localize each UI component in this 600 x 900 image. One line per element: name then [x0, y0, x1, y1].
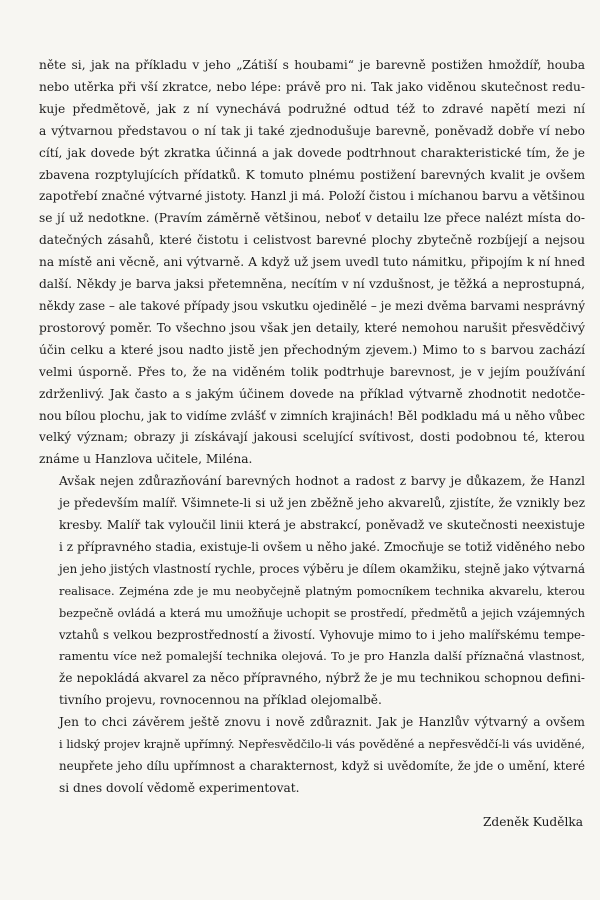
- text-line: další. Někdy je barva jaksi přetemněna, necítím v ní vzdušnost, je těžká a neprostupná,: [39, 277, 585, 292]
- text-line: něte si, jak na příkladu v jeho „Zátiší s houbami“ je barevně postižen hmoždíř, houba: [39, 58, 585, 72]
- text-line: neupřete jeho dílu upřímnost a charakternost, když si uvědomíte, že jde o umění, které: [59, 759, 585, 773]
- text-line: a výtvarnou představou o ní tak ji také zjednodušuje barevně, poněvadž dobře ví nebo: [39, 123, 585, 138]
- text-line: tivního projevu, rovnocennou na příklad olejomalbě.: [59, 693, 382, 708]
- text-line: prostorový poměr. To všechno jsou však jen detaily, které nemohou narušit přesvědčivý: [39, 320, 585, 335]
- author-signature: Zdeněk Kudělka: [482, 815, 583, 829]
- text-line: jen jeho jistých vlastností rychle, proces výběru je dílem okamžiku, stejně jako výtvarná: [59, 561, 585, 576]
- text-line: někdy zase – ale takové případy jsou vskutku ojedinělé – je mezi dvěma barvami nesprávný: [39, 298, 585, 313]
- text-line: kresby. Malíř tak vyloučil linii která je abstrakcí, poněvadž ve skutečnosti neexistuje: [59, 518, 585, 533]
- text-line: Jen to chci závěrem ještě znovu i nově zdůraznit. Jak je Hanzlův výtvarný a ovšem: [59, 715, 585, 730]
- text-line: si dnes dovolí vědomě experimentovat.: [59, 780, 300, 795]
- text-line: se jí už nedotkne. (Pravím záměrně většinou, neboť v detailu lze přece nalézt místa do-: [39, 211, 585, 226]
- text-line: i lidský projev krajně upřímný. Nepřesvědčilo-li vás pověděné a nepřesvědčí-li vás uviděné,: [59, 737, 585, 752]
- text-line: datečných zásahů, které čistotu i celistvost barevné plochy zbytečně rozbíjejí a nejsou: [39, 233, 585, 248]
- text-line: zbavena rozptylujících přídatků. K tomuto plnému postižení barevných kvalit je ovšem: [39, 167, 585, 182]
- paragraph: [39, 55, 585, 471]
- text-line: velký význam; obrazy ji získávají jakousi scelující svítivost, dosti podobnou té, kterou: [39, 430, 585, 445]
- text-line: nebo utěrka při vší zkratce, nebo lépe: právě pro ni. Tak jako viděnou skutečnost redu-: [39, 79, 585, 94]
- text-line: zdrženlivý. Jak často a s jakým účinem dovede na příklad výtvarně zhodnotit nedotče-: [39, 386, 585, 401]
- paragraph: [39, 712, 585, 800]
- text-line: bezpečně ovládá a která mu umožňuje uchopit se prostředí, předmětů a jejich vzájemných: [59, 605, 585, 620]
- text-line: je především malíř. Všimnete-li si už jen zběžně jeho akvarelů, zjistíte, že vznikly bez: [59, 496, 585, 511]
- paragraph: [39, 471, 585, 712]
- text-line: ramentu více než pomalejší technika olejová. To je pro Hanzla další příznačná vlastnost,: [59, 649, 585, 664]
- text-line: i z přípravného stadia, existuje-li ovšem u něho jaké. Zmocňuje se totiž viděného nebo: [59, 539, 585, 554]
- text-line: známe u Hanzlova učitele, Miléna.: [39, 452, 253, 467]
- text-line: zapotřebí značné výtvarné jistoty. Hanzl ji má. Položí čistou i míchanou barvu a většinou: [39, 189, 585, 204]
- text-line: cítí, jak dovede být zkratka účinná a jak dovede podtrhnout charakteristické tím, že je: [39, 145, 585, 160]
- text-line: vztahů s velkou bezprostředností a živostí. Vyhovuje mimo to i jeho malířskému tempe-: [59, 627, 585, 642]
- text-line: nou bílou plochu, jak to vidíme zvlášť v zimních krajinách! Běl podkladu má u něho vůbec: [39, 408, 585, 423]
- text-line: kuje předmětově, jak z ní vynechává podružné odtud též to zdravé napětí mezi ní: [39, 101, 585, 116]
- text-line: že nepokládá akvarel za něco přípravného, nýbrž že je mu technikou schopnou defini-: [59, 671, 585, 686]
- text-line: realisace. Zejména zde je mu neobyčejně platným pomocníkem technika akvarelu, kterou: [59, 583, 585, 598]
- text-line: účin celku a které jsou nadto jistě jen přechodným zjevem.) Mimo to s barvou zachází: [39, 342, 585, 357]
- text-line: na místě ani věcně, ani výtvarně. A když už jsem uvedl tuto námitku, připojím k ní hned: [39, 255, 585, 270]
- article-text: [39, 55, 585, 800]
- text-line: velmi úsporně. Přes to, že na viděném tolik podtrhuje barevnost, je v jejím používání: [39, 364, 585, 379]
- text-line: Avšak nejen zdůrazňování barevných hodnot a radost z barvy je důkazem, že Hanzl: [59, 474, 585, 489]
